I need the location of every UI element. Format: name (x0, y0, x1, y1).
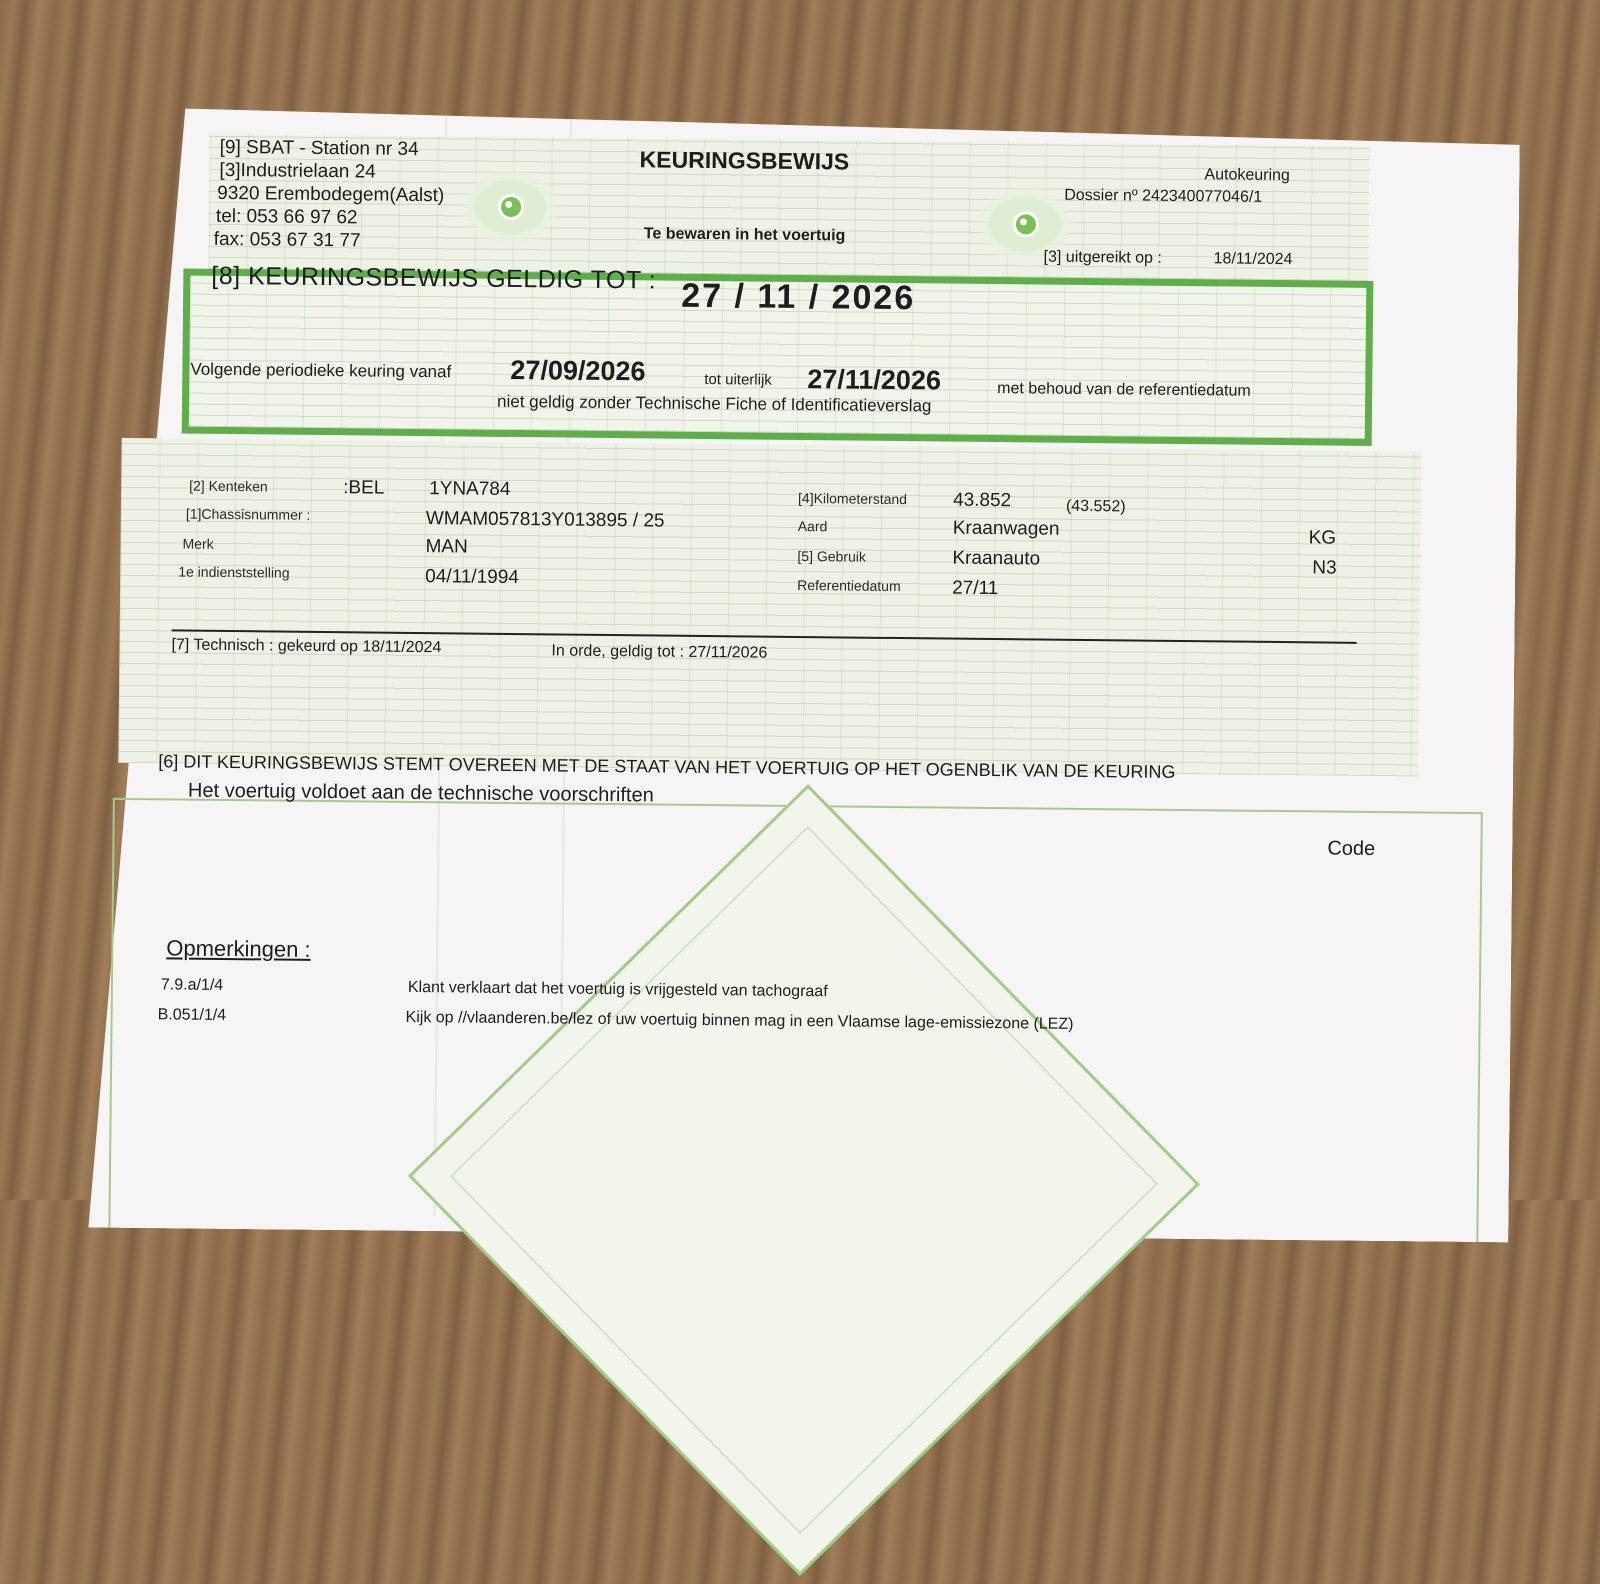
remark-code: 7.9.a/1/4 (160, 976, 224, 994)
brand-value: MAN (425, 536, 468, 558)
issued-label: [3] uitgereikt op : (1043, 248, 1162, 267)
technical-conformity: Het voertuig voldoet aan de technische voorschriften (187, 779, 654, 807)
plate-country: :BEL (343, 477, 385, 499)
plate-value: 1YNA784 (429, 478, 511, 500)
next-inspection-suffix: met behoud van de referentiedatum (997, 380, 1251, 400)
validity-note: niet geldig zonder Technische Fiche of Identificatieverslag (496, 391, 932, 416)
station-city: 9320 Erembodegem(Aalst) (217, 182, 445, 207)
inspection-type: Autokeuring (1204, 166, 1290, 185)
kind-code: KG (1308, 527, 1337, 549)
technical-inspection-label: [7] Technisch : gekeurd op 18/11/2024 (171, 636, 442, 657)
keep-in-vehicle-note: Te bewaren in het voertuig (643, 225, 846, 245)
dossier-number: Dossier nº 242340077046/1 (1064, 186, 1263, 206)
kind-value: Kraanwagen (952, 517, 1060, 540)
document-title: KEURINGSBEWIJS (639, 146, 850, 175)
issued-date: 18/11/2024 (1213, 250, 1293, 269)
station-fax: fax: 053 67 31 77 (213, 228, 361, 252)
remark-code: B.051/1/4 (157, 1006, 227, 1025)
remark-text: Kijk op //vlaanderen.be/lez of uw voertuig binnen mag in een Vlaamse lage-emissiezone (LEZ) (405, 1008, 1074, 1033)
validity-date: 27 / 11 / 2026 (680, 276, 916, 318)
goca-eye-logo (474, 180, 547, 235)
first-registration-label: 1e indienststelling (178, 563, 290, 581)
code-label: Code (1327, 837, 1376, 861)
next-inspection-mid: tot uiterlijk (704, 370, 772, 389)
conformity-statement: [6] DIT KEURINGSBEWIJS STEMT OVEREEN MET DE STAAT VAN HET VOERTUIG OP HET OGENBLIK VAN DE KEURING (158, 751, 1176, 782)
remarks-title: Opmerkingen : (166, 935, 311, 962)
vehicle-data-band (118, 438, 1421, 777)
next-inspection-prefix: Volgende periodieke keuring vanaf (190, 359, 452, 382)
kind-label: Aard (797, 517, 828, 535)
chassis-value: WMAM057813Y013895 / 25 (425, 508, 665, 532)
technical-status: In orde, geldig tot : 27/11/2026 (551, 642, 768, 662)
station-phone: tel: 053 66 97 62 (215, 205, 358, 229)
goca-eye-logo (989, 197, 1062, 252)
km-previous: (43.552) (1065, 497, 1126, 516)
km-label: [4]Kilometerstand (797, 489, 908, 508)
use-label: [5] Gebruik (797, 547, 867, 565)
next-inspection-from: 27/09/2026 (510, 354, 646, 387)
use-value: Kraanauto (952, 547, 1041, 570)
station-address: [3]Industrielaan 24 (219, 159, 376, 183)
first-registration-value: 04/11/1994 (425, 566, 520, 589)
brand-label: Merk (182, 535, 214, 552)
chassis-label: [1]Chassisnummer : (185, 505, 311, 523)
use-code: N3 (1312, 557, 1337, 579)
validity-label: [8] KEURINGSBEWIJS GELDIG TOT : (211, 261, 657, 295)
plate-label: [2] Kenteken (189, 477, 268, 495)
reference-date-label: Referentiedatum (797, 576, 901, 595)
station-name: [9] SBAT - Station nr 34 (219, 136, 419, 160)
remark-text: Klant verklaart dat het voertuig is vrijgesteld van tachograaf (407, 978, 828, 1001)
km-value: 43.852 (952, 489, 1012, 512)
next-inspection-until: 27/11/2026 (807, 364, 942, 396)
reference-date-value: 27/11 (952, 577, 999, 600)
